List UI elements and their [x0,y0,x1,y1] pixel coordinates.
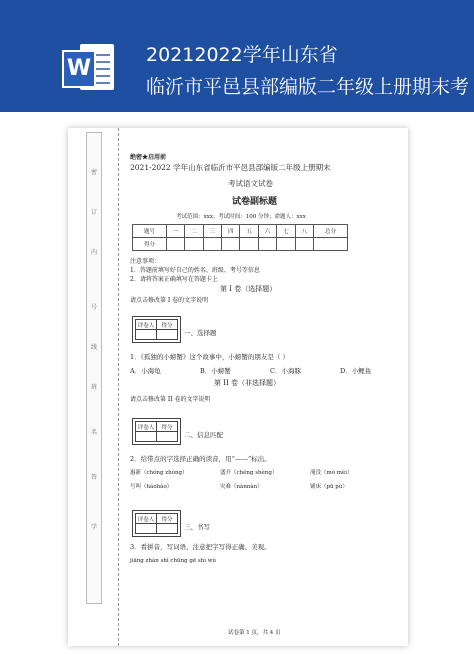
section1-title: 第 I 卷（选择题） [220,285,277,293]
cut-line [118,128,120,646]
grader-box-2 [132,418,181,445]
question-2: 2．给带点的字选择正确的读音，用“——”标出。 [130,455,271,463]
secret-mark: 绝密★启用前 [130,154,167,161]
word-badge: W [62,50,96,88]
part3-title: 三、书写 [184,523,210,531]
grader-table [135,513,178,534]
banner-title-line1: 20212022学年山东省 [146,44,338,66]
question-1: 1．《孤独的小螃蟹》这个故事中，小螃蟹的朋友是（ ） [130,353,289,361]
q3-pinyin: jiāng zhàn shì chūng gē shì wù [130,558,217,564]
banner-title-line2: 临沂市平邑县部编版二年级上册期末考 [146,76,470,98]
notice-1: 1．答题前填写好自己的姓名、班级、考号等信息 [130,267,260,274]
part2-title: 二、信息匹配 [184,431,223,439]
q2-item[interactable]: 灾难（nànnàn） [220,484,263,490]
q1-option-a[interactable]: A．小海龟 [130,367,161,375]
score-header-cell: 总分 [314,225,348,238]
section2-note: 请点击修改第 II 卷的文字说明 [130,396,211,403]
grader-box-3 [132,510,181,537]
score-cell[interactable] [295,238,313,251]
exam-title: 2021-2022 学年山东省临沂市平邑县部编版二年级上册期末 [130,163,331,172]
score-header-cell: 五 [240,225,258,238]
section2-title: 第 II 卷（非选择题） [214,379,280,387]
grader-box-1 [132,316,181,343]
score-cell[interactable] [157,524,178,534]
q2-item[interactable]: 铺床（pū pù） [310,484,348,490]
q2-item[interactable]: 淹没（mò méi） [310,470,353,476]
score-cell[interactable] [222,238,240,251]
score-cell[interactable] [240,238,258,251]
score-header-row [133,225,348,238]
gutter-label: 答 [90,474,97,481]
gutter-label: 订 [90,209,97,216]
gutter-label: 线 [90,344,97,351]
notice-title: 注意事项： [130,258,161,265]
grader-label: 评卷人 [136,422,157,432]
gutter-label: 学 [90,524,97,531]
part1-title: 一、选择题 [184,329,217,337]
score-label: 得分 [157,320,178,330]
banner [0,0,474,112]
score-header-cell: 三 [203,225,221,238]
score-cell[interactable] [277,238,295,251]
grader-table [135,421,178,442]
q2-item[interactable]: 惠新（chóng zhòng） [130,470,188,476]
gutter-label: 密 [90,169,97,176]
score-row-label: 得分 [133,238,167,251]
grader-cell[interactable] [136,432,157,442]
score-header-cell: 四 [222,225,240,238]
binding-gutter [86,132,102,604]
exam-info: 考试范围：xxx；考试时间：100 分钟；命题人：xxx [176,214,306,220]
score-label: 得分 [157,514,178,524]
gutter-label: 内 [90,249,97,256]
gutter-label: 班 [90,384,97,391]
q1-option-b[interactable]: B．小螃蟹 [200,367,231,375]
score-header-cell: 二 [185,225,203,238]
score-header-cell: 八 [295,225,313,238]
notice-2: 2．请将答案正确填写在答题卡上 [130,276,218,283]
score-label: 得分 [157,422,178,432]
score-cell[interactable] [185,238,203,251]
score-header-cell: 七 [277,225,295,238]
score-cell[interactable] [258,238,276,251]
exam-subtitle: 考试语文试卷 [228,179,273,188]
grader-label: 评卷人 [136,320,157,330]
score-cell[interactable] [203,238,221,251]
q2-item[interactable]: 盛开（chéng shèng） [220,470,278,476]
q1-option-c[interactable]: C．小海豚 [270,367,301,375]
score-cell[interactable] [157,330,178,340]
q2-item[interactable]: 号叫（háohào） [130,484,173,490]
score-header-cell: 六 [258,225,276,238]
gutter-label: 号 [90,304,97,311]
exam-paper [68,128,408,646]
grader-table [135,319,178,340]
score-table [132,224,348,251]
gutter-label: 名 [90,429,97,436]
score-row [133,238,348,251]
section1-note: 请点击修改第 I 卷的文字说明 [130,297,209,304]
score-cell[interactable] [166,238,184,251]
question-3: 3．看拼音，写词语，注意把字写得正确、美观。 [130,543,271,551]
word-document-icon [62,40,116,94]
score-header-cell: 题号 [133,225,167,238]
grader-cell[interactable] [136,330,157,340]
q1-option-d[interactable]: D．小鲤鱼 [340,367,372,375]
grader-label: 评卷人 [136,514,157,524]
grader-cell[interactable] [136,524,157,534]
score-cell[interactable] [314,238,348,251]
score-cell[interactable] [157,432,178,442]
page-footer: 试卷第 1 页，共 4 页 [228,630,281,636]
score-header-cell: 一 [166,225,184,238]
exam-subtitle-2: 试卷副标题 [232,197,278,207]
